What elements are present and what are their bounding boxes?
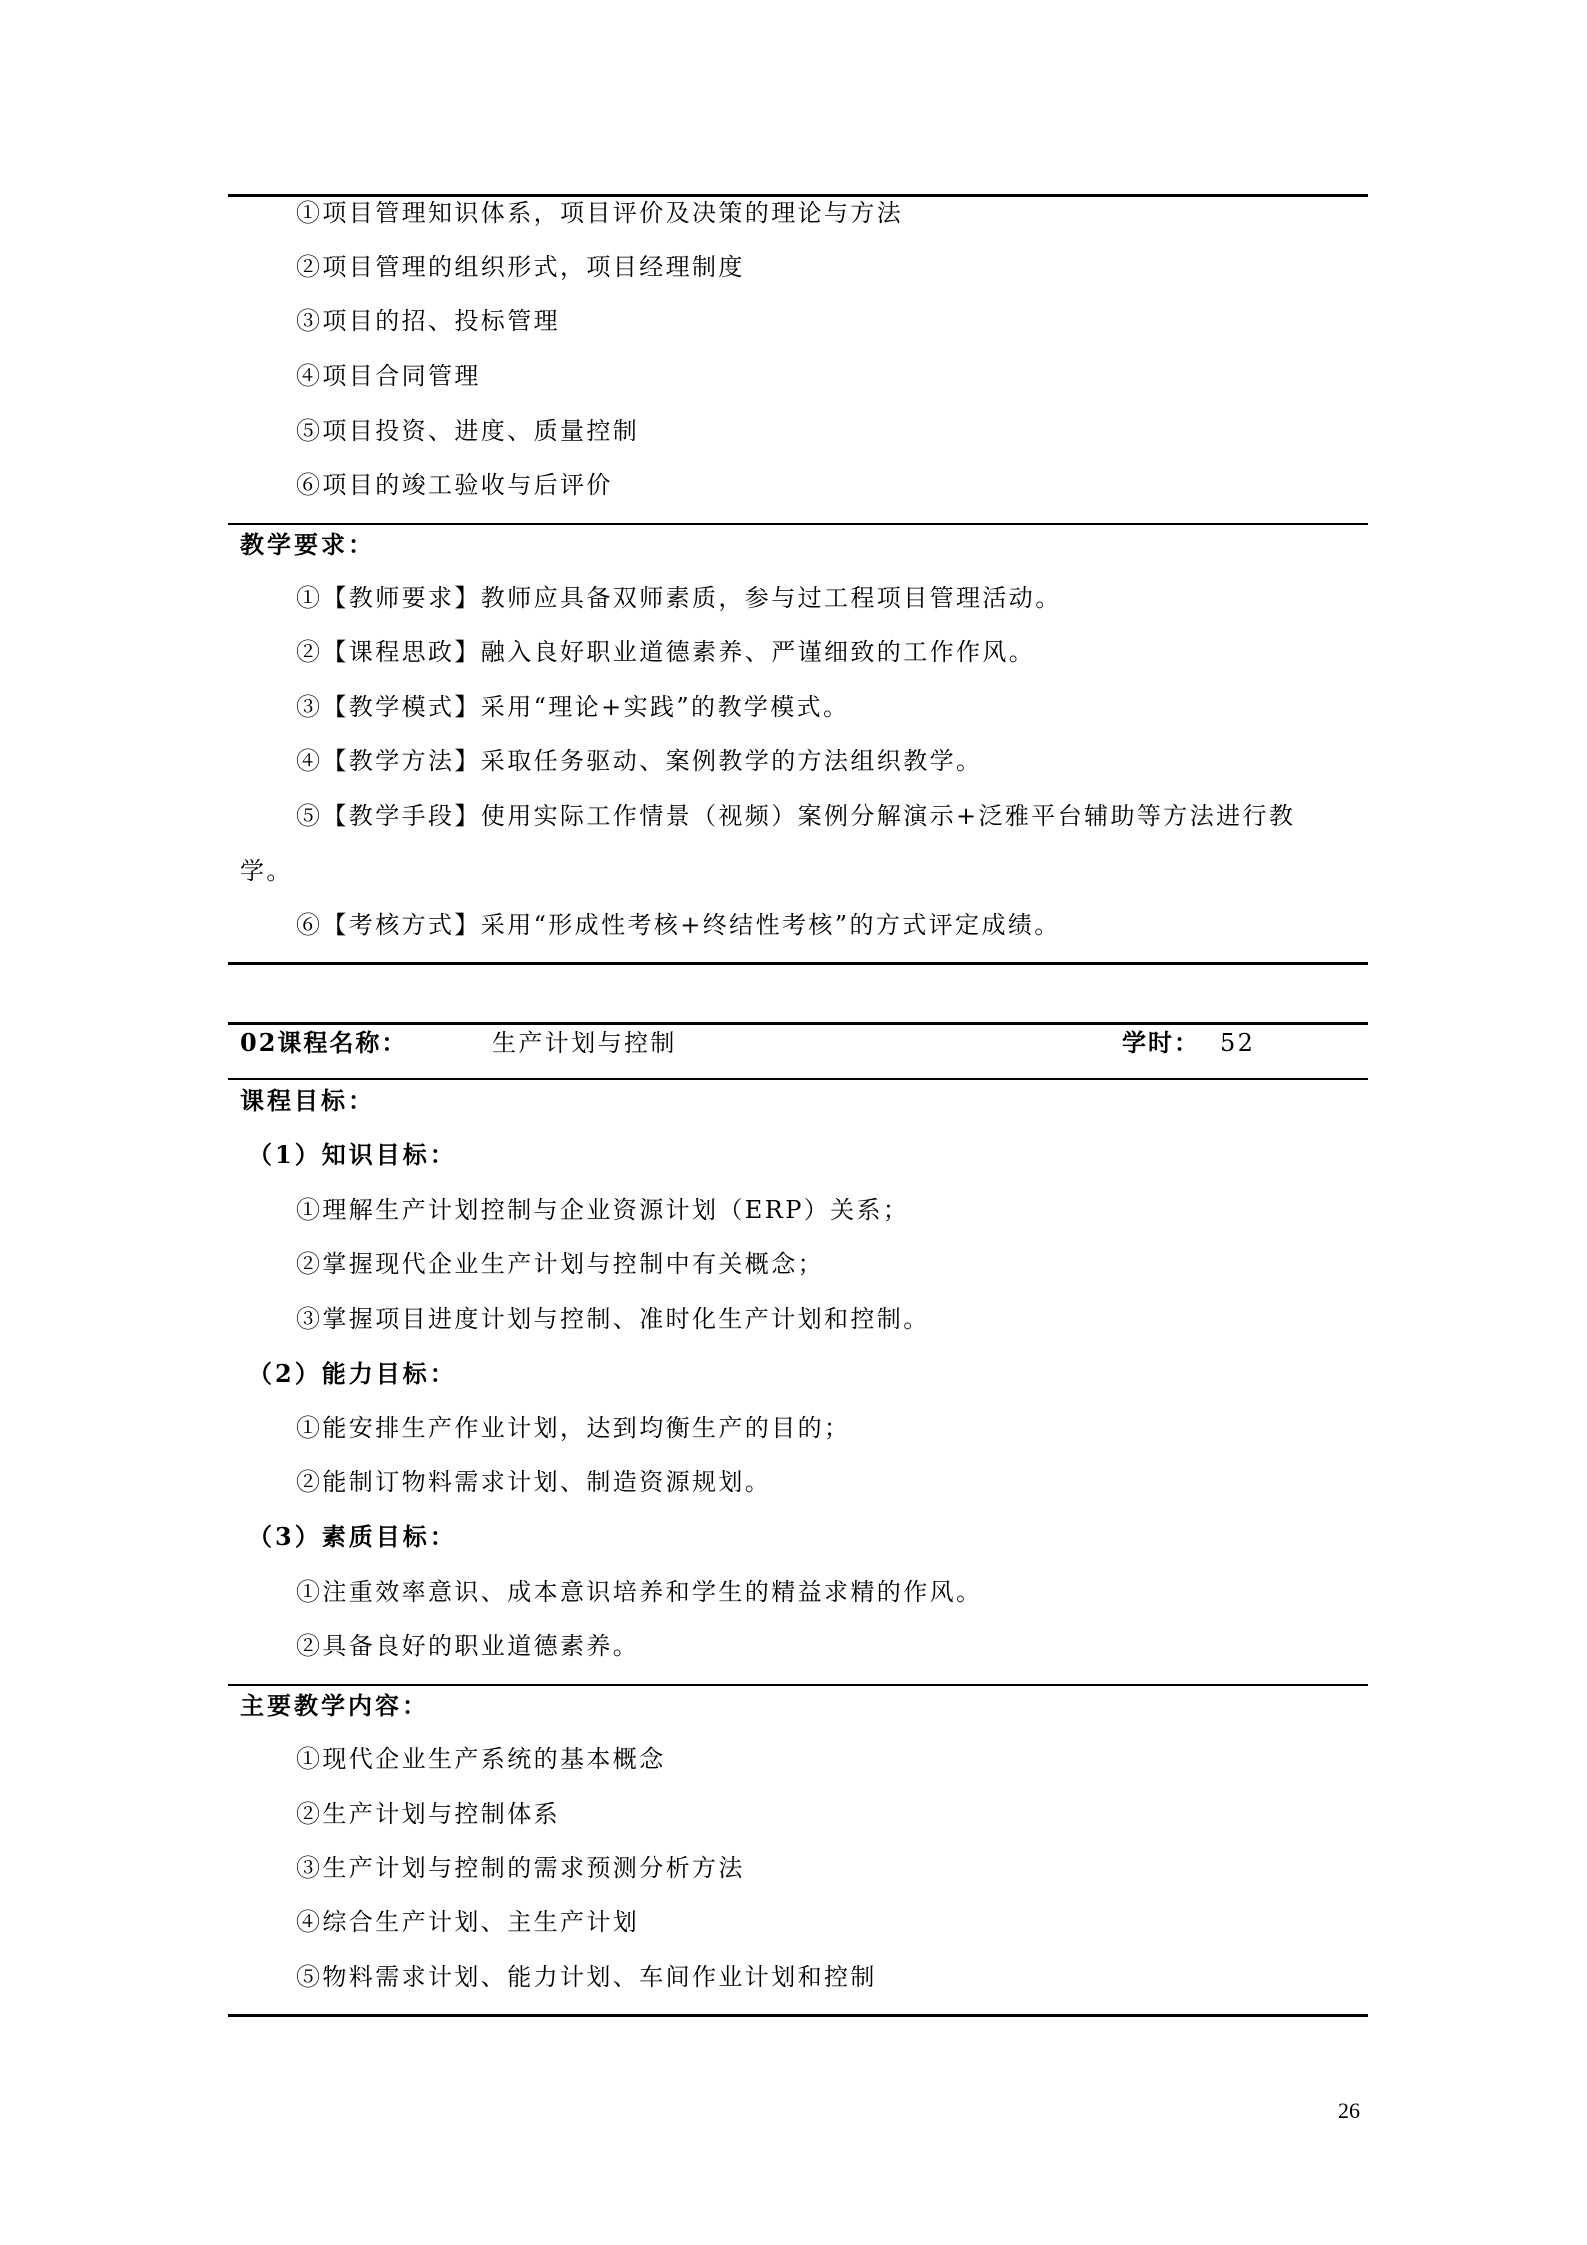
page-number: 26 — [1338, 2098, 1360, 2123]
teaching-requirements-label: 教学要求： — [240, 530, 375, 559]
main-content-label: 主要教学内容： — [240, 1691, 429, 1720]
main-content-item-3: ③生产计划与控制的需求预测分析方法 — [296, 1854, 745, 1882]
quality-objectives-label: （3）素质目标： — [248, 1522, 457, 1551]
content-item-2: ②项目管理的组织形式，项目经理制度 — [296, 253, 745, 281]
main-content-item-5: ⑤物料需求计划、能力计划、车间作业计划和控制 — [296, 1963, 877, 1991]
teaching-requirement-3: ③【教学模式】采用“理论+实践”的教学模式。 — [296, 693, 850, 721]
teaching-requirement-2: ②【课程思政】融入良好职业道德素养、严谨细致的工作作风。 — [296, 638, 1036, 666]
content-item-6: ⑥项目的竣工验收与后评价 — [296, 471, 613, 499]
teaching-requirement-5: ⑤【教学手段】使用实际工作情景（视频）案例分解演示+泛雅平台辅助等方法进行教 — [296, 802, 1296, 830]
course-header-bottom-rule — [228, 1078, 1368, 1080]
content-item-4: ④项目合同管理 — [296, 362, 481, 390]
main-content-item-1: ①现代企业生产系统的基本概念 — [296, 1745, 666, 1773]
course-table-bottom-rule — [228, 2014, 1368, 2017]
section-divider-2 — [228, 1684, 1368, 1686]
teaching-requirement-1: ①【教师要求】教师应具备双师素质，参与过工程项目管理活动。 — [296, 584, 1062, 612]
teaching-requirement-5-continuation: 学。 — [240, 857, 293, 885]
course-header-top-rule — [228, 1022, 1368, 1025]
main-content-item-4: ④综合生产计划、主生产计划 — [296, 1908, 640, 1936]
teaching-requirement-6: ⑥【考核方式】采用“形成性考核+终结性考核”的方式评定成绩。 — [296, 911, 1061, 939]
course-name: 生产计划与控制 — [492, 1029, 677, 1057]
knowledge-objective-2: ②掌握现代企业生产计划与控制中有关概念； — [296, 1250, 824, 1278]
quality-objective-2: ②具备良好的职业道德素养。 — [296, 1632, 640, 1660]
main-content-item-2: ②生产计划与控制体系 — [296, 1800, 560, 1828]
table-top-rule — [228, 194, 1368, 197]
hours-label: 学时： — [1122, 1028, 1200, 1057]
content-item-5: ⑤项目投资、进度、质量控制 — [296, 417, 640, 445]
content-item-1: ①项目管理知识体系，项目评价及决策的理论与方法 — [296, 199, 904, 227]
content-item-3: ③项目的招、投标管理 — [296, 307, 560, 335]
knowledge-objective-1: ①理解生产计划控制与企业资源计划（ERP）关系； — [296, 1196, 910, 1224]
course-objectives-label: 课程目标： — [240, 1086, 375, 1115]
ability-objectives-label: （2）能力目标： — [248, 1359, 457, 1388]
teaching-requirement-4: ④【教学方法】采取任务驱动、案例教学的方法组织教学。 — [296, 747, 983, 775]
ability-objective-2: ②能制订物料需求计划、制造资源规划。 — [296, 1468, 772, 1496]
table-bottom-rule — [228, 962, 1368, 965]
section-divider — [228, 523, 1368, 525]
quality-objective-1: ①注重效率意识、成本意识培养和学生的精益求精的作风。 — [296, 1578, 983, 1606]
knowledge-objective-3: ③掌握项目进度计划与控制、准时化生产计划和控制。 — [296, 1305, 930, 1333]
course-name-label: 02课程名称： — [240, 1028, 408, 1057]
ability-objective-1: ①能安排生产作业计划，达到均衡生产的目的； — [296, 1414, 851, 1442]
hours-value: 52 — [1220, 1029, 1256, 1057]
knowledge-objectives-label: （1）知识目标： — [248, 1140, 457, 1169]
